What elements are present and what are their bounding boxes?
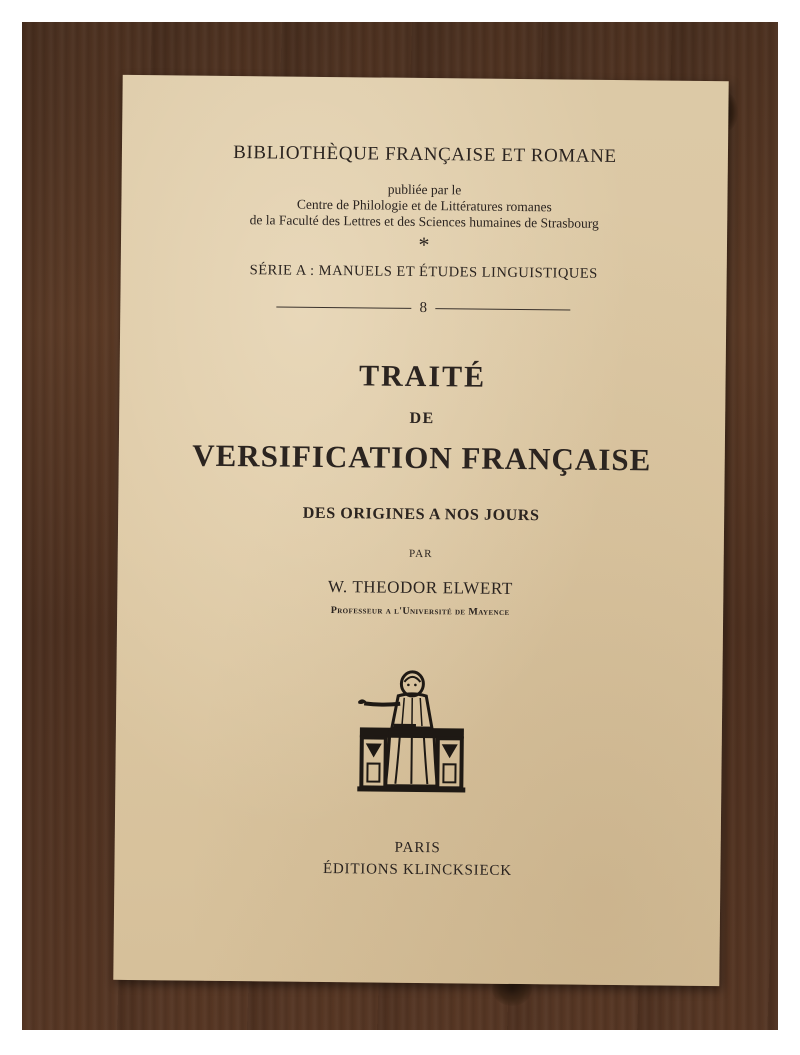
- publisher-line: de la Faculté des Lettres et des Sciences humaines de Strasbourg: [249, 212, 599, 231]
- author-name: W. THEODOR ELWERT: [327, 577, 513, 598]
- publisher-line: publiée par le: [387, 181, 462, 198]
- book-title: TRAITÉ: [358, 359, 487, 394]
- publisher-name: ÉDITIONS KLINCKSIECK: [322, 860, 512, 879]
- book-title: DE: [409, 409, 435, 428]
- rule-right: [435, 308, 570, 310]
- book-cover: [113, 75, 728, 986]
- publisher-line: Centre de Philologie et de Littératures romanes: [296, 196, 552, 215]
- seated-scholar-woodcut-icon: [351, 667, 472, 793]
- publication-city: PARIS: [394, 839, 441, 857]
- series-subtitle: SÉRIE A : MANUELS ET ÉTUDES LINGUISTIQUES: [249, 262, 598, 282]
- by-label: PAR: [408, 547, 433, 561]
- author-affiliation: Professeur a l'Université de Mayence: [330, 605, 510, 618]
- volume-number-row: [120, 297, 726, 320]
- book-title: VERSIFICATION FRANÇAISE: [192, 437, 652, 478]
- separator-asterisk: *: [418, 231, 430, 258]
- photo: [22, 22, 778, 1030]
- volume-number: 8: [419, 299, 428, 317]
- series-title: BIBLIOTHÈQUE FRANÇAISE ET ROMANE: [233, 142, 617, 168]
- rule-left: [277, 306, 412, 308]
- book-subtitle: DES ORIGINES A NOS JOURS: [302, 504, 540, 525]
